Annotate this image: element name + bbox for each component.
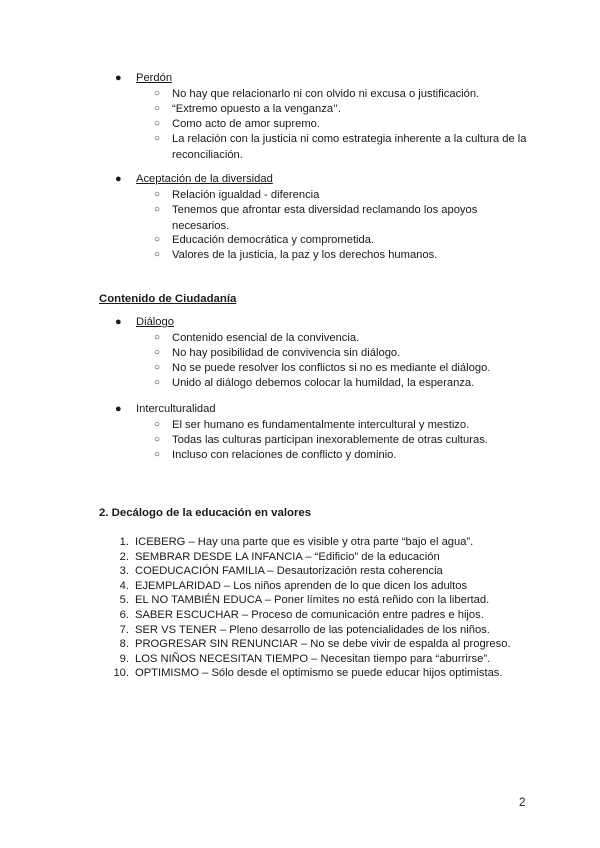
item-number: 8. (119, 638, 129, 651)
item-text: EL NO TAMBIÉN EDUCA – Poner límites no está reñido con la libertad. (135, 594, 490, 607)
list-item: Tenemos que afrontar esta diversidad reclamando los apoyos necesarios. (172, 204, 478, 232)
numbered-item (99, 579, 539, 594)
bullet: ● (115, 316, 122, 328)
sub-bullet: ○ (154, 189, 161, 200)
item-text: SER VS TENER – Pleno desarrollo de las potencialidades de los niños. (135, 623, 490, 636)
list-item: Valores de la justicia, la paz y los derechos humanos. (172, 249, 438, 261)
sub-bullet: ○ (154, 234, 161, 245)
sub-bullet: ○ (154, 449, 161, 460)
list-item: Todas las culturas participan inexorablemente de otras culturas. (172, 434, 488, 446)
diversidad-title: Aceptación de la diversidad (136, 173, 273, 185)
decalogo-heading: 2. Decálogo de la educación en valores (99, 507, 312, 519)
item-text: SEMBRAR DESDE LA INFANCIA – “Edificio” de la educación (135, 550, 440, 563)
list-item: El ser humano es fundamentalmente intercultural y mestizo. (172, 419, 470, 431)
numbered-item (99, 608, 539, 623)
interculturalidad-title: Interculturalidad (136, 403, 216, 415)
numbered-item (99, 623, 539, 638)
item-text: PROGRESAR SIN RENUNCIAR – No se debe vivir de espalda al progreso. (135, 638, 511, 651)
item-number: 2. (119, 550, 129, 563)
list-item: Unido al diálogo debemos colocar la humildad, la esperanza. (172, 377, 475, 389)
numbered-item (99, 652, 539, 667)
sub-bullet: ○ (154, 204, 161, 215)
sub-bullet: ○ (154, 249, 161, 260)
numbered-item (99, 535, 539, 550)
page-number: 2 (519, 797, 526, 809)
list-item: Relación igualdad - diferencia (172, 189, 320, 201)
item-text: OPTIMISMO – Sólo desde el optimismo se puede educar hijos optimistas. (135, 667, 503, 680)
item-number: 4. (119, 579, 129, 592)
numbered-item (99, 666, 539, 681)
item-number: 6. (119, 608, 129, 621)
list-item: La relación con la justicia ni como estrategia inherente a la cultura de la reconciliación. (172, 133, 527, 161)
list-item: Contenido esencial de la convivencia. (172, 332, 360, 344)
item-number: 3. (119, 565, 129, 578)
item-text: EJEMPLARIDAD – Los niños aprenden de lo que dicen los adultos (135, 579, 468, 592)
bullet: ● (115, 72, 122, 84)
sub-bullet: ○ (154, 434, 161, 445)
perdon-title: Perdón (136, 72, 173, 84)
item-text: SABER ESCUCHAR – Proceso de comunicación entre padres e hijos. (135, 608, 484, 621)
sub-bullet: ○ (154, 377, 161, 388)
item-number: 7. (119, 623, 129, 636)
decalogo-list (99, 535, 539, 681)
sub-bullet: ○ (154, 362, 161, 373)
numbered-item (99, 564, 539, 579)
list-item: No hay posibilidad de convivencia sin diálogo. (172, 347, 401, 359)
item-text: ICEBERG – Hay una parte que es visible y otra parte “bajo el agua”. (135, 536, 474, 548)
dialogo-title: Diálogo (136, 316, 174, 328)
item-text: LOS NIÑOS NECESITAN TIEMPO – Necesitan tiempo para “aburrirse”. (135, 652, 491, 665)
list-item: Como acto de amor supremo. (172, 118, 320, 130)
sub-bullet: ○ (154, 419, 161, 430)
sub-bullet: ○ (154, 103, 161, 114)
sub-bullet: ○ (154, 332, 161, 343)
ciudadania-heading: Contenido de Ciudadanía (99, 293, 237, 305)
item-number: 5. (119, 594, 129, 607)
list-item: “Extremo opuesto a la venganza’’. (172, 103, 341, 115)
sub-bullet: ○ (154, 118, 161, 129)
list-item: Incluso con relaciones de conflicto y dominio. (172, 449, 397, 461)
item-number: 9. (119, 652, 129, 665)
numbered-item (99, 593, 539, 608)
numbered-item (99, 550, 539, 565)
item-number: 10. (113, 667, 129, 680)
item-number: 1. (119, 536, 129, 548)
bullet: ● (115, 173, 122, 185)
item-text: COEDUCACIÓN FAMILIA – Desautorización resta coherencia (135, 565, 443, 578)
sub-bullet: ○ (154, 88, 161, 99)
list-item: No se puede resolver los conflictos si no es mediante el diálogo. (172, 362, 491, 374)
list-item: No hay que relacionarlo ni con olvido ni excusa o justificación. (172, 88, 480, 100)
sub-bullet: ○ (154, 347, 161, 358)
sub-bullet: ○ (154, 133, 161, 144)
list-item: Educación democrática y comprometida. (172, 234, 375, 246)
bullet: ● (115, 403, 122, 415)
numbered-item (99, 637, 539, 652)
